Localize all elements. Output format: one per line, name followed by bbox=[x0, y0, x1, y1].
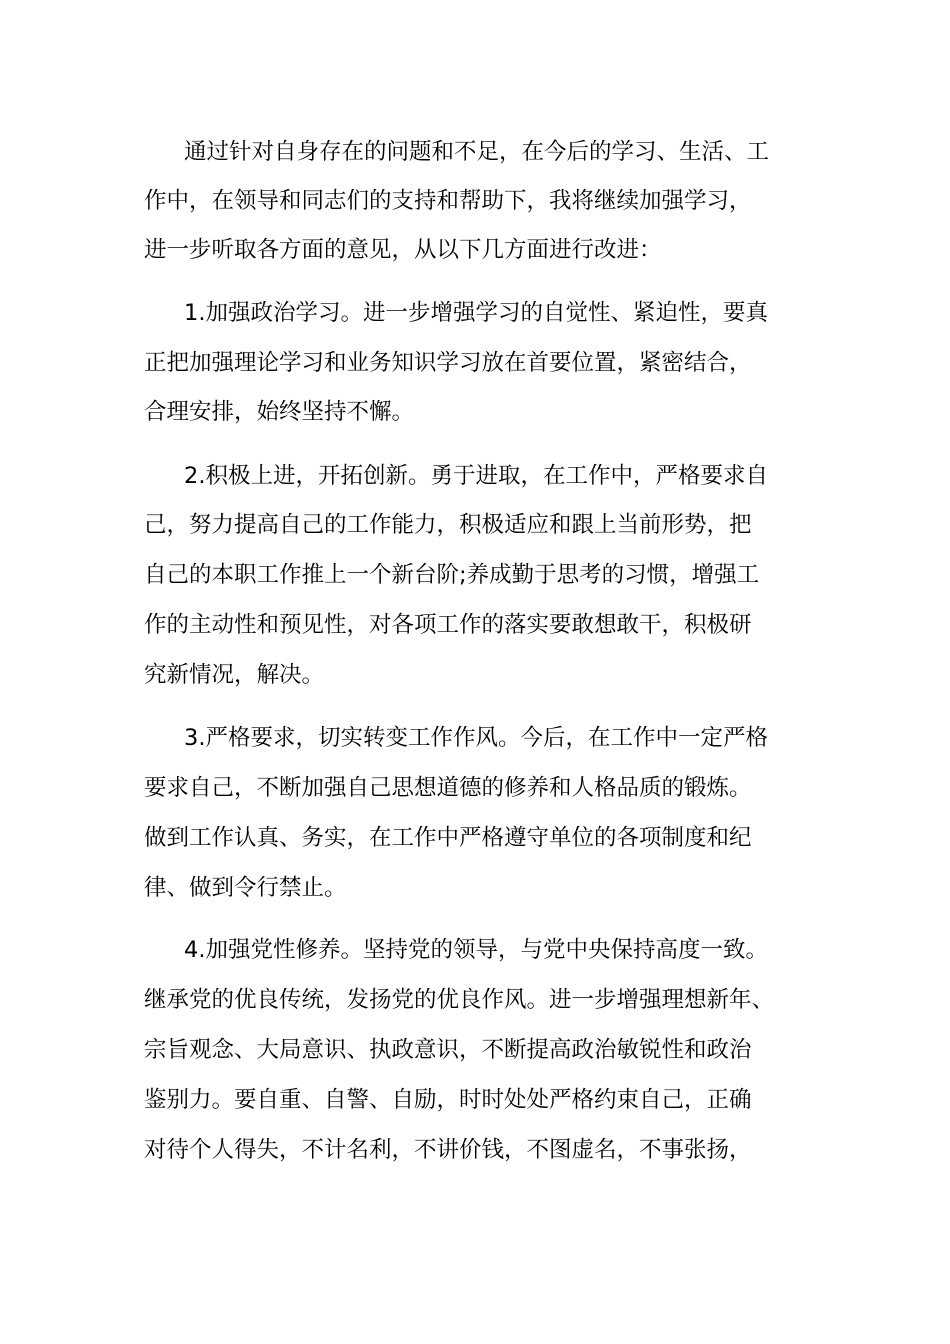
paragraph-line: 作的主动性和预见性，对各项工作的落实要敢想敢干，积极研 bbox=[144, 612, 752, 638]
paragraph-line: 作中，在领导和同志们的支持和帮助下，我将继续加强学习， bbox=[144, 188, 752, 214]
paragraph-line: 己，努力提高自己的工作能力，积极适应和跟上当前形势，把 bbox=[144, 512, 752, 538]
paragraph-line: 宗旨观念、大局意识、执政意识，不断提高政治敏锐性和政治 bbox=[144, 1037, 752, 1063]
paragraph-line: 通过针对自身存在的问题和不足，在今后的学习、生活、工 bbox=[184, 139, 770, 165]
paragraph-line: 究新情况，解决。 bbox=[144, 662, 325, 688]
paragraph-line: 对待个人得失，不计名利，不讲价钱，不图虚名，不事张扬， bbox=[144, 1137, 752, 1163]
paragraph-line: 继承党的优良传统，发扬党的优良作风。进一步增强理想新年、 bbox=[144, 987, 775, 1013]
paragraph-line: 3.严格要求，切实转变工作作风。今后，在工作中一定严格 bbox=[184, 725, 768, 751]
paragraph-line: 2.积极上进，开拓创新。勇于进取，在工作中，严格要求自 bbox=[184, 463, 768, 489]
paragraph-line: 自己的本职工作推上一个新台阶;养成勤于思考的习惯，增强工 bbox=[144, 562, 760, 588]
paragraph-line: 合理安排，始终坚持不懈。 bbox=[144, 399, 415, 425]
paragraph-line: 鉴别力。要自重、自警、自励，时时处处严格约束自己，正确 bbox=[144, 1087, 752, 1113]
paragraph-line: 1.加强政治学习。进一步增强学习的自觉性、紧迫性，要真 bbox=[184, 300, 768, 326]
paragraph-line: 律、做到令行禁止。 bbox=[144, 875, 347, 901]
paragraph-line: 做到工作认真、务实，在工作中严格遵守单位的各项制度和纪 bbox=[144, 825, 752, 851]
paragraph-line: 要求自己，不断加强自己思想道德的修养和人格品质的锻炼。 bbox=[144, 775, 752, 801]
paragraph-line: 4.加强党性修养。坚持党的领导，与党中央保持高度一致。 bbox=[184, 937, 768, 963]
paragraph-line: 正把加强理论学习和业务知识学习放在首要位置，紧密结合， bbox=[144, 350, 752, 376]
paragraph-line: 进一步听取各方面的意见，从以下几方面进行改进： bbox=[144, 237, 662, 263]
